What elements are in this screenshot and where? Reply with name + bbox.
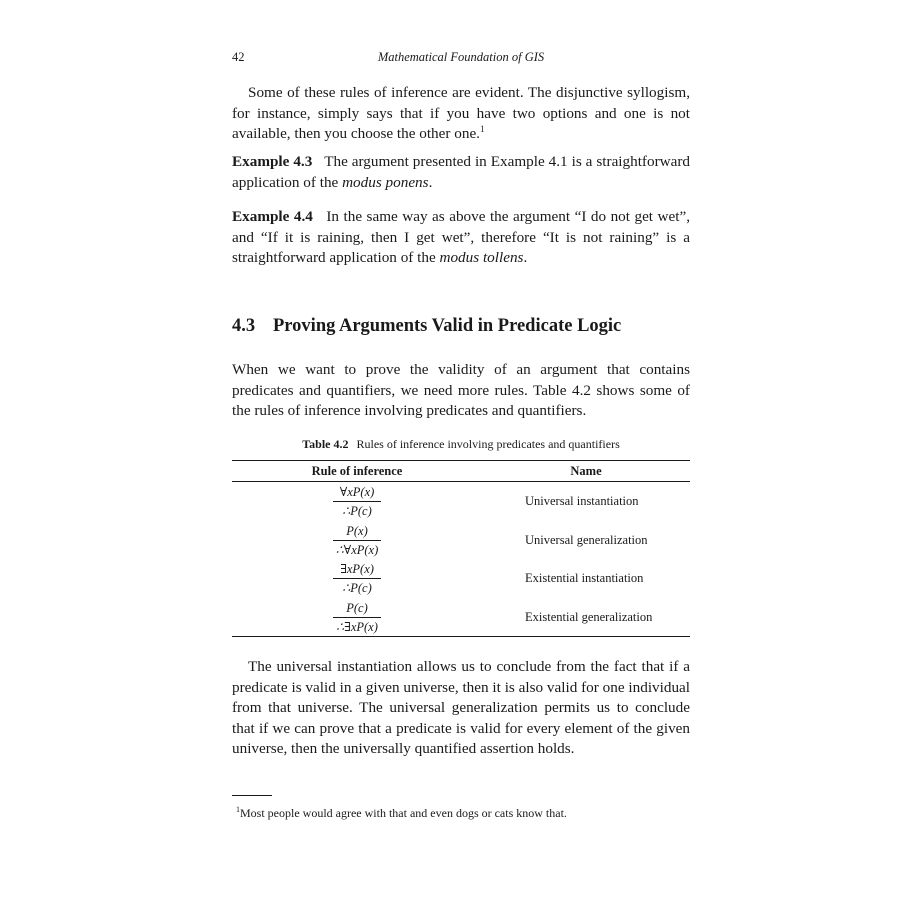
table-row [232, 521, 690, 560]
running-header [232, 50, 690, 70]
book-page [232, 0, 690, 900]
column-header-name: Name [570, 464, 602, 478]
inference-rule [232, 484, 482, 519]
conclusion: ∴∃xP(x) [336, 619, 378, 634]
footnote [236, 806, 690, 821]
example-4-4-end: . [523, 249, 528, 266]
table-row [232, 559, 690, 598]
inference-rule [232, 561, 482, 596]
column-header-rule: Rule of inference [311, 464, 403, 478]
inference-line [333, 578, 381, 579]
example-4-4-text: In the same way as above the argument “I do not get wet”, and “If it is raining, then I get wet”, therefore “It is not raining” is a straightforward application of the [232, 208, 690, 266]
premise: ∃xP(x) [340, 562, 374, 576]
premise: P(x) [346, 523, 368, 538]
example-4-4-label: Example 4.4 [232, 208, 313, 225]
inference-rule [232, 523, 482, 558]
example-4-3-label: Example 4.3 [232, 153, 313, 170]
rule-name: Universal instantiation [525, 494, 639, 508]
running-title: Mathematical Foundation of GIS [377, 50, 545, 64]
inference-rule [232, 600, 482, 635]
page-number: 42 [232, 50, 245, 64]
table-caption-text: Rules of inference involving predicates and quantifiers [356, 437, 620, 451]
footnote-text: Most people would agree with that and even dogs or cats know that. [240, 806, 567, 820]
footnote-marker: 1 [236, 805, 240, 814]
table-row [232, 598, 690, 637]
example-4-3-text: The argument presented in Example 4.1 is a straightforward application of the [232, 153, 691, 191]
premise: ∀xP(x) [339, 485, 375, 499]
section-intro-paragraph: When we want to prove the validity of an argument that contains predicates and quantifiers, we need more rules. Table 4.2 shows some of the rules of inference involving predicates and quantifiers. [232, 361, 690, 419]
conclusion: ∴P(c) [342, 581, 372, 595]
example-4-4 [232, 207, 690, 269]
table-row [232, 482, 690, 521]
conclusion: ∴∀xP(x) [335, 542, 379, 557]
table-caption [232, 437, 690, 452]
section-number: 4.3 [232, 316, 256, 336]
example-4-3-emphasis: modus ponens [342, 173, 429, 191]
footnote-divider [232, 795, 272, 796]
rule-name: Existential instantiation [525, 571, 644, 585]
example-4-3-end: . [428, 173, 433, 191]
rule-name: Universal generalization [525, 532, 648, 547]
inference-line [333, 617, 381, 618]
conclusion: ∴P(c) [342, 504, 372, 518]
section-heading [232, 316, 690, 337]
closing-paragraph: The universal instantiation allows us to conclude from the fact that if a predicate is valid in a given universe, then it is also valid for one individual from that universe. The universal generalization permits us to conclude that if we can prove that a predicate is valid for every element of the given universe, then the universally quantified assertion holds. [232, 658, 690, 757]
intro-paragraph [232, 83, 690, 145]
example-4-3 [232, 152, 690, 193]
table-caption-label: Table 4.2 [302, 437, 349, 451]
rule-name: Existential generalization [525, 609, 653, 624]
intro-text: Some of these rules of inference are evident. The disjunctive syllogism, for instance, simply says that if you have two options and one is not available, then you choose the other one. [232, 84, 690, 142]
table-header-row [232, 461, 690, 482]
rules-table [232, 460, 690, 637]
premise: P(c) [346, 600, 368, 615]
section-title: Proving Arguments Valid in Predicate Logic [273, 316, 622, 336]
footnote-reference[interactable]: 1 [479, 123, 485, 134]
inference-line [333, 501, 381, 502]
inference-line [333, 540, 381, 541]
example-4-4-emphasis: modus tollens [439, 249, 524, 266]
